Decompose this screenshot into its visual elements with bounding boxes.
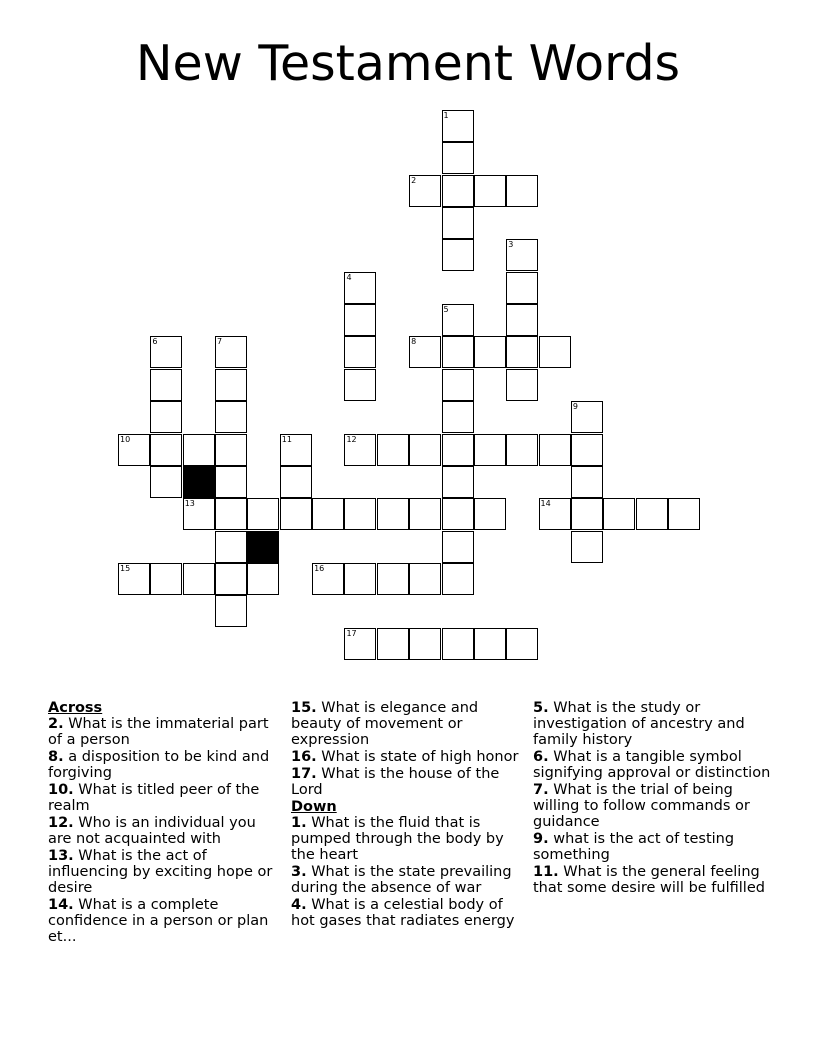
down-clue-1 (291, 815, 523, 863)
down-clue-3 (291, 864, 523, 896)
clues-column-2 (291, 700, 523, 930)
clue-text: What is the trial of being willing to follow commands or guidance (533, 782, 750, 830)
across-clue-17 (291, 766, 523, 798)
grid-cell[interactable] (280, 434, 312, 466)
across-clue-14 (48, 897, 280, 945)
grid-cell[interactable] (474, 434, 506, 466)
grid-cell[interactable] (280, 466, 312, 498)
grid-cell[interactable] (215, 531, 247, 563)
clue-number-label: 6 (152, 337, 158, 347)
clue-list-3 (533, 700, 773, 896)
grid-cell[interactable] (442, 207, 474, 239)
grid-cell[interactable] (409, 336, 441, 368)
clue-number: 14. (48, 897, 74, 913)
clue-number-label: 17 (346, 628, 357, 638)
grid-cell[interactable] (442, 466, 474, 498)
grid-cell[interactable] (344, 369, 376, 401)
clue-number-label: 7 (217, 337, 223, 347)
grid-cell[interactable] (183, 563, 215, 595)
clue-number-label: 1 (443, 111, 449, 120)
grid-cell[interactable] (150, 563, 182, 595)
clue-number: 17. (291, 766, 317, 782)
grid-cell[interactable] (442, 239, 474, 271)
clue-text: What is the fluid that is pumped through the body by the heart (291, 815, 504, 863)
clue-text: Who is an individual you are not acquainted with (48, 815, 256, 847)
grid-cell[interactable] (344, 498, 376, 530)
clue-number: 5. (533, 700, 549, 716)
grid-cell[interactable] (442, 401, 474, 433)
grid-cell[interactable] (442, 369, 474, 401)
grid-cell[interactable] (118, 434, 150, 466)
grid-cell[interactable] (571, 466, 603, 498)
clue-number: 2. (48, 716, 64, 732)
grid-cell[interactable] (506, 336, 538, 368)
clues-column-1 (48, 700, 280, 946)
grid-cell[interactable] (442, 142, 474, 174)
clue-text: What is the house of the Lord (291, 766, 500, 798)
clue-number: 9. (533, 831, 549, 847)
clue-list-2b (291, 815, 523, 929)
clue-number-label: 14 (540, 499, 551, 509)
clue-text: What is the immaterial part of a person (48, 716, 269, 748)
clue-text: What is the state prevailing during the absence of war (291, 864, 512, 896)
grid-cell[interactable] (409, 563, 441, 595)
grid-cell[interactable] (571, 434, 603, 466)
clue-number-label: 9 (572, 402, 578, 412)
grid-cell[interactable] (409, 175, 441, 207)
grid-cell[interactable] (571, 531, 603, 563)
grid-cell[interactable] (215, 498, 247, 530)
grid-cell[interactable] (150, 401, 182, 433)
grid-cell[interactable] (442, 498, 474, 530)
grid-cell[interactable] (506, 304, 538, 336)
grid-cell[interactable] (442, 175, 474, 207)
grid-cell[interactable] (344, 628, 376, 660)
grid-cell[interactable] (506, 272, 538, 304)
down-clue-9 (533, 831, 773, 863)
clue-number: 13. (48, 848, 74, 864)
grid-cell[interactable] (474, 498, 506, 530)
across-clue-15 (291, 700, 523, 748)
grid-cell[interactable] (215, 563, 247, 595)
clue-number: 8. (48, 749, 64, 765)
clue-number: 3. (291, 864, 307, 880)
grid-cell[interactable] (215, 466, 247, 498)
grid-cell[interactable] (344, 304, 376, 336)
grid-cell[interactable] (344, 434, 376, 466)
grid-cell[interactable] (215, 369, 247, 401)
clue-text: What is a complete confidence in a person or plan et... (48, 897, 269, 945)
grid-cell[interactable] (377, 498, 409, 530)
grid-cell[interactable] (506, 628, 538, 660)
page-title: New Testament Words (135, 35, 681, 92)
grid-cell[interactable] (571, 401, 603, 433)
down-heading: Down (291, 799, 337, 815)
grid-cell[interactable] (344, 563, 376, 595)
across-clue-13 (48, 848, 280, 896)
grid-cell[interactable] (506, 369, 538, 401)
grid-cell[interactable] (539, 498, 571, 530)
clue-number-label: 5 (443, 305, 449, 315)
clue-number-label: 8 (411, 337, 417, 347)
clue-text: What is the act of influencing by exciting hope or desire (48, 848, 273, 896)
grid-cell[interactable] (603, 498, 635, 530)
across-clue-10 (48, 782, 280, 814)
clue-number-label: 2 (411, 175, 417, 185)
clue-number: 10. (48, 782, 74, 798)
clue-text: What is a tangible symbol signifying approval or distinction (533, 749, 771, 781)
grid-cell[interactable] (150, 369, 182, 401)
clue-number: 12. (48, 815, 74, 831)
clue-number-label: 15 (120, 563, 131, 573)
grid-cell[interactable] (409, 628, 441, 660)
clue-number-label: 16 (314, 563, 325, 573)
clue-text: a disposition to be kind and forgiving (48, 749, 270, 781)
grid-cell[interactable] (409, 434, 441, 466)
clue-list-2a (291, 700, 523, 798)
grid-cell[interactable] (183, 434, 215, 466)
down-clue-6 (533, 749, 773, 781)
clue-number-label: 11 (281, 434, 292, 444)
grid-cell[interactable] (442, 304, 474, 336)
grid-cell[interactable] (344, 272, 376, 304)
grid-cell[interactable] (442, 434, 474, 466)
grid-cell[interactable] (474, 175, 506, 207)
grid-cell[interactable] (150, 434, 182, 466)
across-heading: Across (48, 700, 103, 716)
clue-number-label: 3 (508, 240, 514, 250)
grid-cell[interactable] (442, 628, 474, 660)
clue-text: what is the act of testing something (533, 831, 735, 863)
across-clue-8 (48, 749, 280, 781)
grid-cell[interactable] (506, 175, 538, 207)
clue-number: 1. (291, 815, 307, 831)
clue-number: 7. (533, 782, 549, 798)
grid-cell[interactable] (442, 531, 474, 563)
grid-cell[interactable] (215, 595, 247, 627)
clue-list-1 (48, 716, 280, 945)
grid-cell[interactable] (377, 434, 409, 466)
grid-cell[interactable] (247, 498, 279, 530)
clue-number-label: 10 (120, 434, 131, 444)
black-square (183, 466, 215, 498)
down-clue-11 (533, 864, 773, 896)
grid-cell[interactable] (377, 563, 409, 595)
clue-text: What is titled peer of the realm (48, 782, 260, 814)
grid-cell[interactable] (150, 466, 182, 498)
clue-text: What is the general feeling that some desire will be fulfilled (533, 864, 765, 896)
grid-cell[interactable] (215, 401, 247, 433)
clue-number-label: 13 (184, 499, 195, 509)
grid-cell[interactable] (668, 498, 700, 530)
clue-number: 11. (533, 864, 559, 880)
grid-cell[interactable] (150, 336, 182, 368)
grid-cell[interactable] (442, 563, 474, 595)
clue-number: 6. (533, 749, 549, 765)
grid-cell[interactable] (474, 628, 506, 660)
grid-cell[interactable] (183, 498, 215, 530)
grid-cell[interactable] (539, 434, 571, 466)
clue-number: 16. (291, 749, 317, 765)
down-clue-5 (533, 700, 773, 748)
grid-cell[interactable] (539, 336, 571, 368)
grid-cell[interactable] (377, 628, 409, 660)
grid-cell[interactable] (442, 336, 474, 368)
across-clue-2 (48, 716, 280, 748)
grid-cell[interactable] (409, 498, 441, 530)
grid-cell[interactable] (442, 110, 474, 142)
down-clue-4 (291, 897, 523, 929)
grid-cell[interactable] (215, 434, 247, 466)
grid-cell[interactable] (280, 498, 312, 530)
grid-cell[interactable] (118, 563, 150, 595)
across-clue-12 (48, 815, 280, 847)
grid-cell[interactable] (506, 434, 538, 466)
clue-number-label: 4 (346, 272, 352, 282)
across-clue-16 (291, 749, 523, 765)
grid-cell[interactable] (474, 336, 506, 368)
clue-text: What is state of high honor (316, 749, 519, 765)
clue-text: What is elegance and beauty of movement or expression (291, 700, 479, 748)
down-clue-7 (533, 782, 773, 830)
grid-cell[interactable] (312, 563, 344, 595)
clue-text: What is the study or investigation of ancestry and family history (533, 700, 745, 748)
grid-cell[interactable] (636, 498, 668, 530)
clue-number-label: 12 (346, 434, 357, 444)
grid-cell[interactable] (571, 498, 603, 530)
black-square (247, 531, 279, 563)
clue-text: What is a celestial body of hot gases that radiates energy (291, 897, 515, 929)
clue-number: 15. (291, 700, 317, 716)
grid-cell[interactable] (506, 239, 538, 271)
grid-cell[interactable] (215, 336, 247, 368)
grid-cell[interactable] (344, 336, 376, 368)
grid-cell[interactable] (312, 498, 344, 530)
clue-number: 4. (291, 897, 307, 913)
clues-column-3 (533, 700, 773, 897)
grid-cell[interactable] (247, 563, 279, 595)
